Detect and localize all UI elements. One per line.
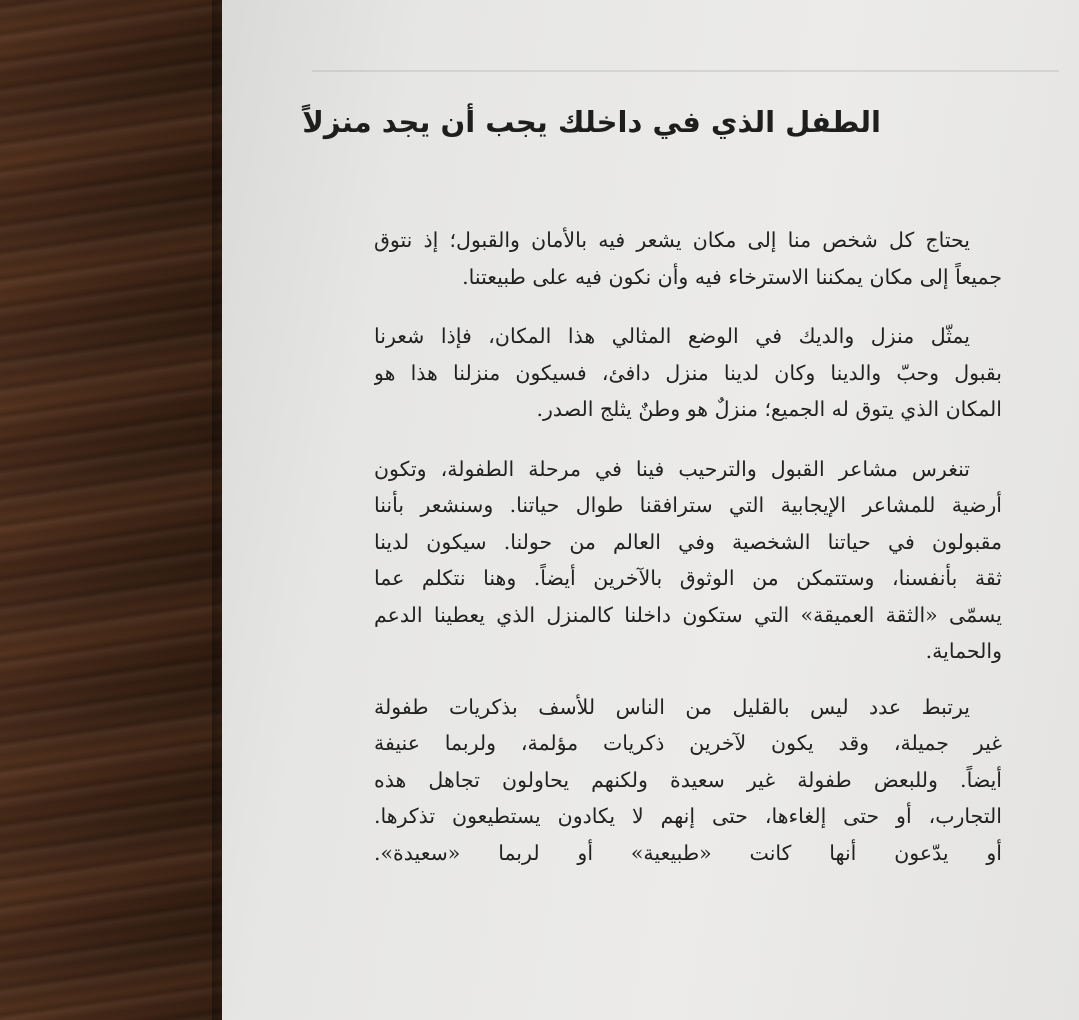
text-line: يمثّل منزل والديك في الوضع المثالي هذا المكان، فإذا شعرنا	[374, 324, 970, 348]
text-line: غير جميلة، وقد يكون لآخرين ذكريات مؤلمة، ولربما عنيفة	[374, 731, 1002, 755]
paragraph-1	[374, 222, 1002, 295]
text-line: أرضية للمشاعر الإيجابية التي سترافقنا طوال حياتنا. وسنشعر بأننا	[374, 493, 1002, 517]
text-line: أيضاً. وللبعض طفولة غير سعيدة ولكنهم يحاولون تجاهل هذه	[374, 767, 1002, 792]
wooden-table-background	[0, 0, 232, 1020]
text-line: المكان الذي يتوق له الجميع؛ منزلٌ هو وطنٌ يثلج الصدر.	[536, 397, 1002, 421]
body-text	[374, 222, 1002, 894]
text-line: تنغرس مشاعر القبول والترحيب فينا في مرحلة الطفولة، وتكون	[374, 456, 970, 481]
text-line: ثقة بأنفسنا، وستتمكن من الوثوق بالآخرين أيضاً. وهنا نتكلم عما	[374, 566, 1002, 590]
text-line: بقبول وحبّ والدينا وكان لدينا منزل دافئ، فسيكون منزلنا هذا هو	[374, 360, 1002, 385]
chapter-title: الطفل الذي في داخلك يجب أن يجد منزلاً	[302, 105, 881, 139]
text-line: يسمّى «الثقة العميقة» التي ستكون داخلنا كالمنزل الذي يعطينا الدعم	[374, 602, 1002, 627]
text-line: التجارب، أو حتى إلغاءها، حتى إنهم لا يكادون يستطيعون تذكرها.	[374, 804, 1002, 828]
paragraph-4	[374, 689, 1002, 872]
text-line: والحماية.	[925, 639, 1002, 663]
text-line: مقبولون في حياتنا الشخصية وفي العالم من حولنا. سيكون لدينا	[374, 529, 1002, 554]
book-page	[222, 0, 1079, 1020]
text-line: جميعاً إلى مكان يمكننا الاسترخاء فيه وأن نكون فيه على طبيعتنا.	[462, 264, 1002, 289]
text-line: أو يدّعون أنها كانت «طبيعية» أو لربما «سعيدة».	[374, 840, 1002, 865]
paragraph-2	[374, 318, 1002, 428]
text-line: يحتاج كل شخص منا إلى مكان يشعر فيه بالأمان والقبول؛ إذ نتوق	[374, 228, 970, 252]
text-line: يرتبط عدد ليس بالقليل من الناس للأسف بذكريات طفولة	[374, 694, 970, 719]
paragraph-3	[374, 451, 1002, 670]
bleed-through-rule	[312, 70, 1059, 72]
